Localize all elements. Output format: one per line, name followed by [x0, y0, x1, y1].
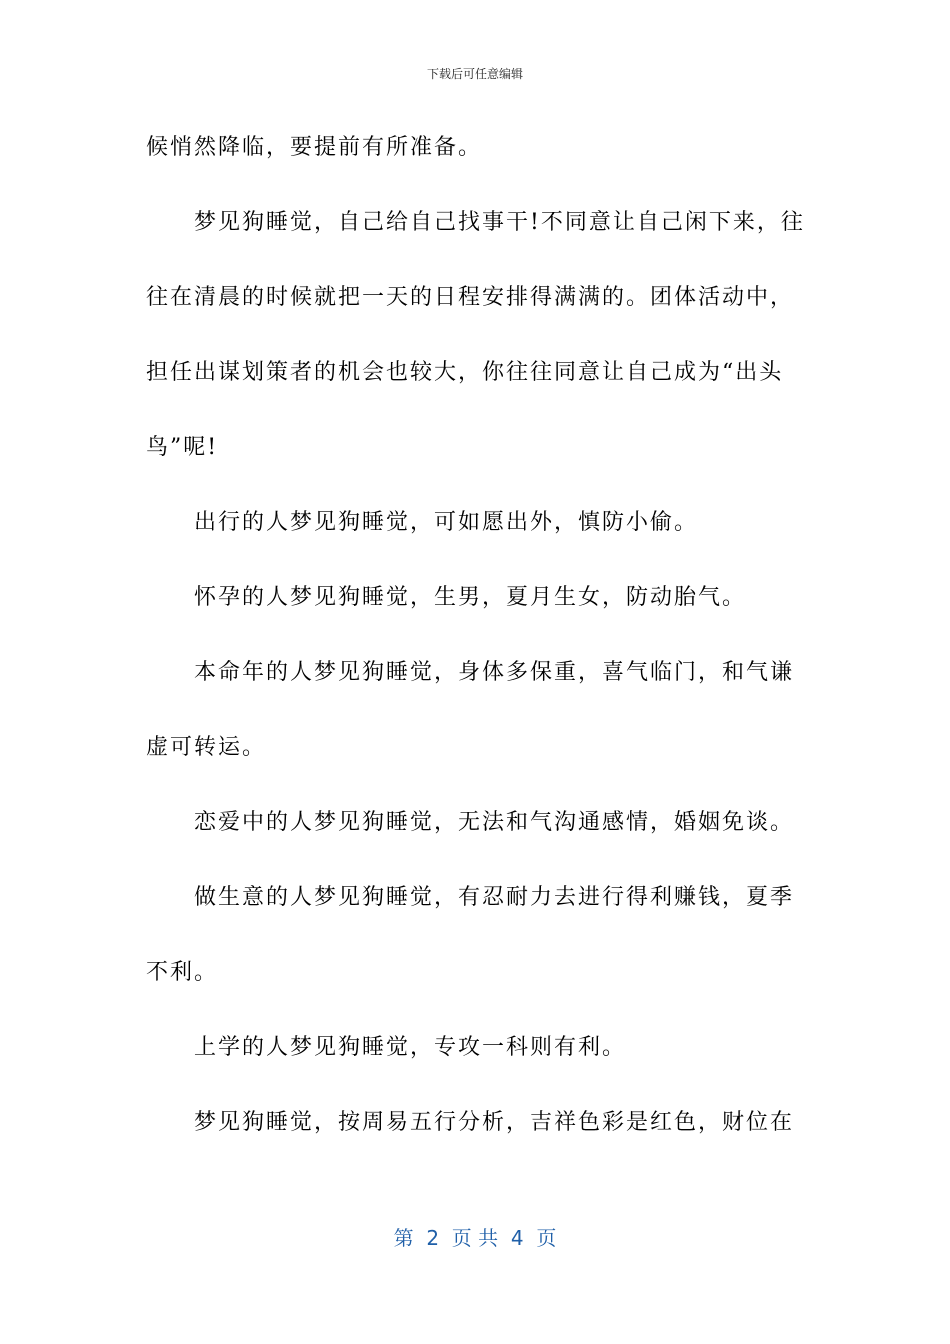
paragraph: 上学的人梦见狗睡觉，专攻一科则有利。 [194, 1035, 627, 1060]
paragraph: 梦见狗睡觉，按周易五行分析，吉祥色彩是红色，财位在 [194, 1110, 795, 1135]
paragraph: 做生意的人梦见狗睡觉，有忍耐力去进行得利赚钱，夏季不利。 [146, 885, 795, 985]
body-text [146, 110, 810, 1160]
header-note: 下载后可任意编辑 [426, 67, 523, 81]
paragraph: 候悄然降临，要提前有所准备。 [146, 135, 483, 160]
paragraph: 本命年的人梦见狗睡觉，身体多保重，喜气临门，和气谦虚可转运。 [146, 660, 795, 760]
page-number-footer: 第 2 页 共 4 页 [393, 1226, 557, 1250]
paragraph: 怀孕的人梦见狗睡觉，生男，夏月生女，防动胎气。 [194, 585, 747, 610]
paragraph: 梦见狗睡觉，自己给自己找事干!不同意让自己闲下来，往往在清晨的时候就把一天的日程安排得满满的。团体活动中，担任出谋划策者的机会也较大，你往往同意让自己成为“出头鸟”呢! [146, 210, 805, 460]
paragraph: 出行的人梦见狗睡觉，可如愿出外，慎防小偷。 [194, 510, 699, 535]
paragraph: 恋爱中的人梦见狗睡觉，无法和气沟通感情，婚姻免谈。 [194, 810, 795, 835]
